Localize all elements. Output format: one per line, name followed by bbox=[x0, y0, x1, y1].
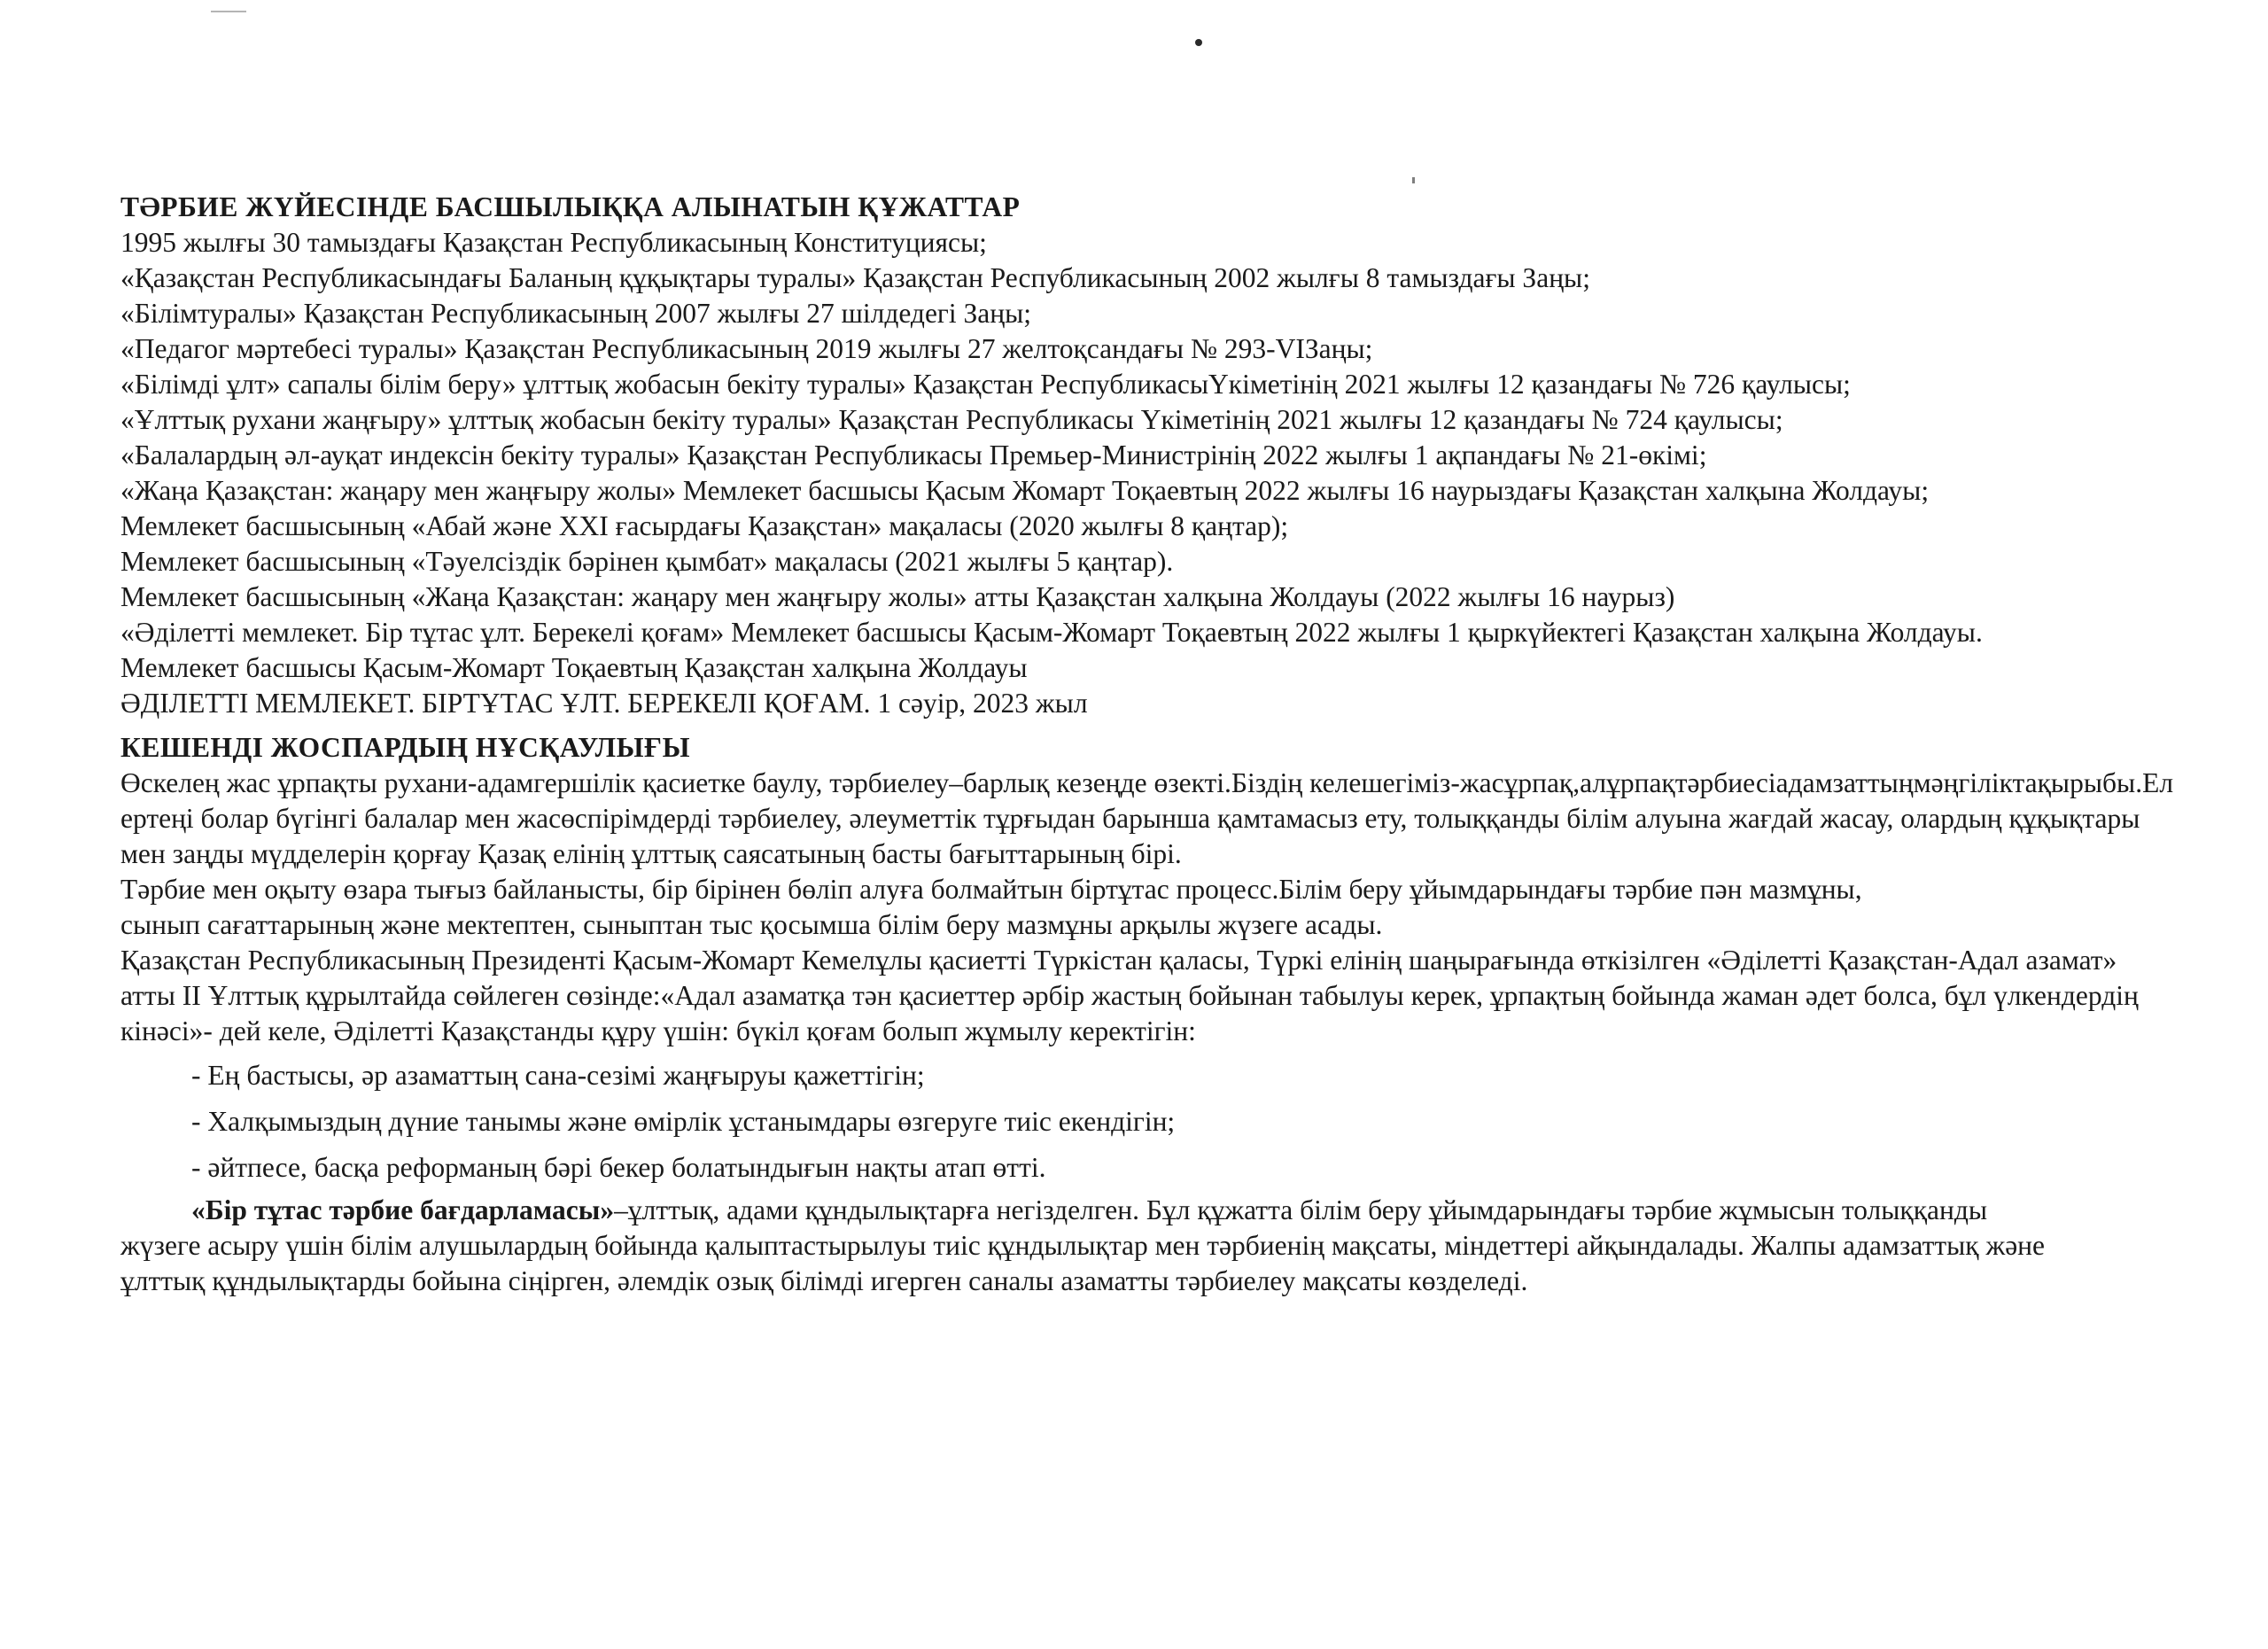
document-item: Мемлекет басшысының «Жаңа Қазақстан: жаңару мен жаңғыру жолы» атты Қазақстан халқына Жолдауы (2022 жылғы 16 наурыз) bbox=[120, 581, 1675, 612]
document-item: Мемлекет басшысы Қасым-Жомарт Тоқаевтың Қазақстан халқына Жолдауы bbox=[120, 652, 1028, 683]
document-item: Мемлекет басшысының «Тәуелсіздік бәрінен қымбат» мақаласы (2021 жылғы 5 қаңтар). bbox=[120, 546, 1174, 577]
document-item: «Қазақстан Республикасындағы Баланың құқықтары туралы» Қазақстан Республикасының 2002 жылғы 8 тамыздағы Заңы; bbox=[120, 262, 1590, 293]
document-item: «Жаңа Қазақстан: жаңару мен жаңғыру жолы» Мемлекет басшысы Қасым Жомарт Тоқаевтың 2022 жылғы 16 наурыздағы Қазақстан халқына Жолдауы; bbox=[120, 475, 1930, 506]
document-item: «Әділетті мемлекет. Бір тұтас ұлт. Берекелі қоғам» Мемлекет басшысы Қасым-Жомарт Тоқаевтың 2022 жылғы 1 қыркүйектегі Қазақстан халқына Жолдауы. bbox=[120, 617, 1983, 648]
scan-line bbox=[211, 11, 246, 12]
bullet-item: - Ең бастысы, әр азаматтың сана-сезімі жаңғыруы қажеттігін; bbox=[191, 1060, 925, 1091]
document-item: «Педагог мәртебесі туралы» Қазақстан Республикасының 2019 жылғы 27 желтоқсандағы № 293-VIЗаңы; bbox=[120, 333, 1373, 364]
scan-dot bbox=[1195, 39, 1202, 46]
paragraph-intro: Өскелең жас ұрпақты рухани-адамгершілік қасиетке баулу, тәрбиелеу–барлық кезеңде өзекті.Біздің келешегіміз-жасұрпақ,алұрпақтәрбиесіадамзаттыңмәңгіліктақырыбы.Ел ертеңі болар бүгінгі балалар мен жасөспірімдерді тәрбиелеу, әлеуметтік тұрғыдан барынша қамтамасыз ету, толыққанды білім алуына жағдай жасау, олардың құқықтары мен заңды мүдделерін қорғау Қазақ елінің ұлттық саясатының басты бағыттарының бірі. bbox=[120, 767, 2174, 869]
paragraph-education: Тәрбие мен оқыту өзара тығыз байланысты, бір бірінен бөліп алуға болмайтын біртұтас процесс.Білім беру ұйымдарындағы тәрбие пән мазмұны, сынып сағаттарының және мектептен, сыныптан тыс қосымша білім беру мазмұны арқылы жүзеге асады. bbox=[120, 874, 1862, 940]
document-page bbox=[120, 190, 2185, 1299]
document-item: 1995 жылғы 30 тамыздағы Қазақстан Республикасының Конституциясы; bbox=[120, 227, 987, 258]
bullet-item: - Халқымыздың дүние танымы және өмірлік ұстанымдары өзгеруге тиіс екендігін; bbox=[191, 1106, 1176, 1137]
program-title: «Бір тұтас тәрбие бағдарламасы» bbox=[191, 1194, 615, 1225]
bullet-list bbox=[120, 1058, 2185, 1186]
bullet-item: - әйтпесе, басқа реформаның бәрі бекер болатындығын нақты атап өтті. bbox=[191, 1152, 1046, 1183]
heading-plan: КЕШЕНДІ ЖОСПАРДЫҢ НҰСҚАУЛЫҒЫ bbox=[120, 732, 691, 763]
heading-documents: ТӘРБИЕ ЖҮЙЕСІНДЕ БАСШЫЛЫҚҚА АЛЫНАТЫН ҚҰЖАТТАР bbox=[120, 191, 1021, 222]
document-item: «Білімді ұлт» сапалы білім беру» ұлттық жобасын бекіту туралы» Қазақстан РеспубликасыҮкіметінің 2021 жылғы 12 қазандағы № 726 қаулысы; bbox=[120, 369, 1851, 400]
scan-tick bbox=[1412, 177, 1415, 183]
document-item: «Балалардың әл-ауқат индексін бекіту туралы» Қазақстан Республикасы Премьер-Министрінің 2022 жылғы 1 ақпандағы № 21-өкімі; bbox=[120, 439, 1707, 471]
program-text: –ұлттық, адами құндылықтарға негізделген. Бұл құжатта білім беру ұйымдарындағы тәрбие жұмысын толыққанды жүзеге асыру үшін білім алушылардың бойында қалыптастырылуы тиіс құндылықтар мен тәрбиенің мақсаты, міндеттері айқындалады. Жалпы адамзаттық және ұлттық құндылықтарды бойына сіңірген, әлемдік озық білімді игерген саналы азаматты тәрбиелеу мақсаты көзделеді. bbox=[120, 1194, 2046, 1296]
document-item: ӘДІЛЕТТІ МЕМЛЕКЕТ. БІРТҰТАС ҰЛТ. БЕРЕКЕЛІ ҚОҒАМ. 1 сәуір, 2023 жыл bbox=[120, 688, 1088, 719]
paragraph-president: Қазақстан Республикасының Президенті Қасым-Жомарт Кемелұлы қасиетті Түркістан қаласы, Түркі елінің шаңырағында өткізілген «Әділетті Қазақстан-Адал азамат» атты II Ұлттық құрылтайда сөйлеген сөзінде:«Адал азаматқа тән қасиеттер әрбір жастың бойынан табылуы керек, ұрпақтың бойында жаман әдет болса, бұл үлкендердің кінәсі»- дей келе, Әділетті Қазақстанды құру үшін: бүкіл қоғам болып жұмылу керектігін: bbox=[120, 945, 2139, 1046]
document-item: Мемлекет басшысының «Абай және XXI ғасырдағы Қазақстан» мақаласы (2020 жылғы 8 қаңтар); bbox=[120, 510, 1289, 541]
document-item: «Ұлттық рухани жаңғыру» ұлттық жобасын бекіту туралы» Қазақстан Республикасы Үкіметінің 2021 жылғы 12 қазандағы № 724 қаулысы; bbox=[120, 404, 1783, 435]
paragraph-program bbox=[120, 1193, 2052, 1299]
document-item: «Білімтуралы» Қазақстан Республикасының 2007 жылғы 27 шілдедегі Заңы; bbox=[120, 298, 1032, 329]
